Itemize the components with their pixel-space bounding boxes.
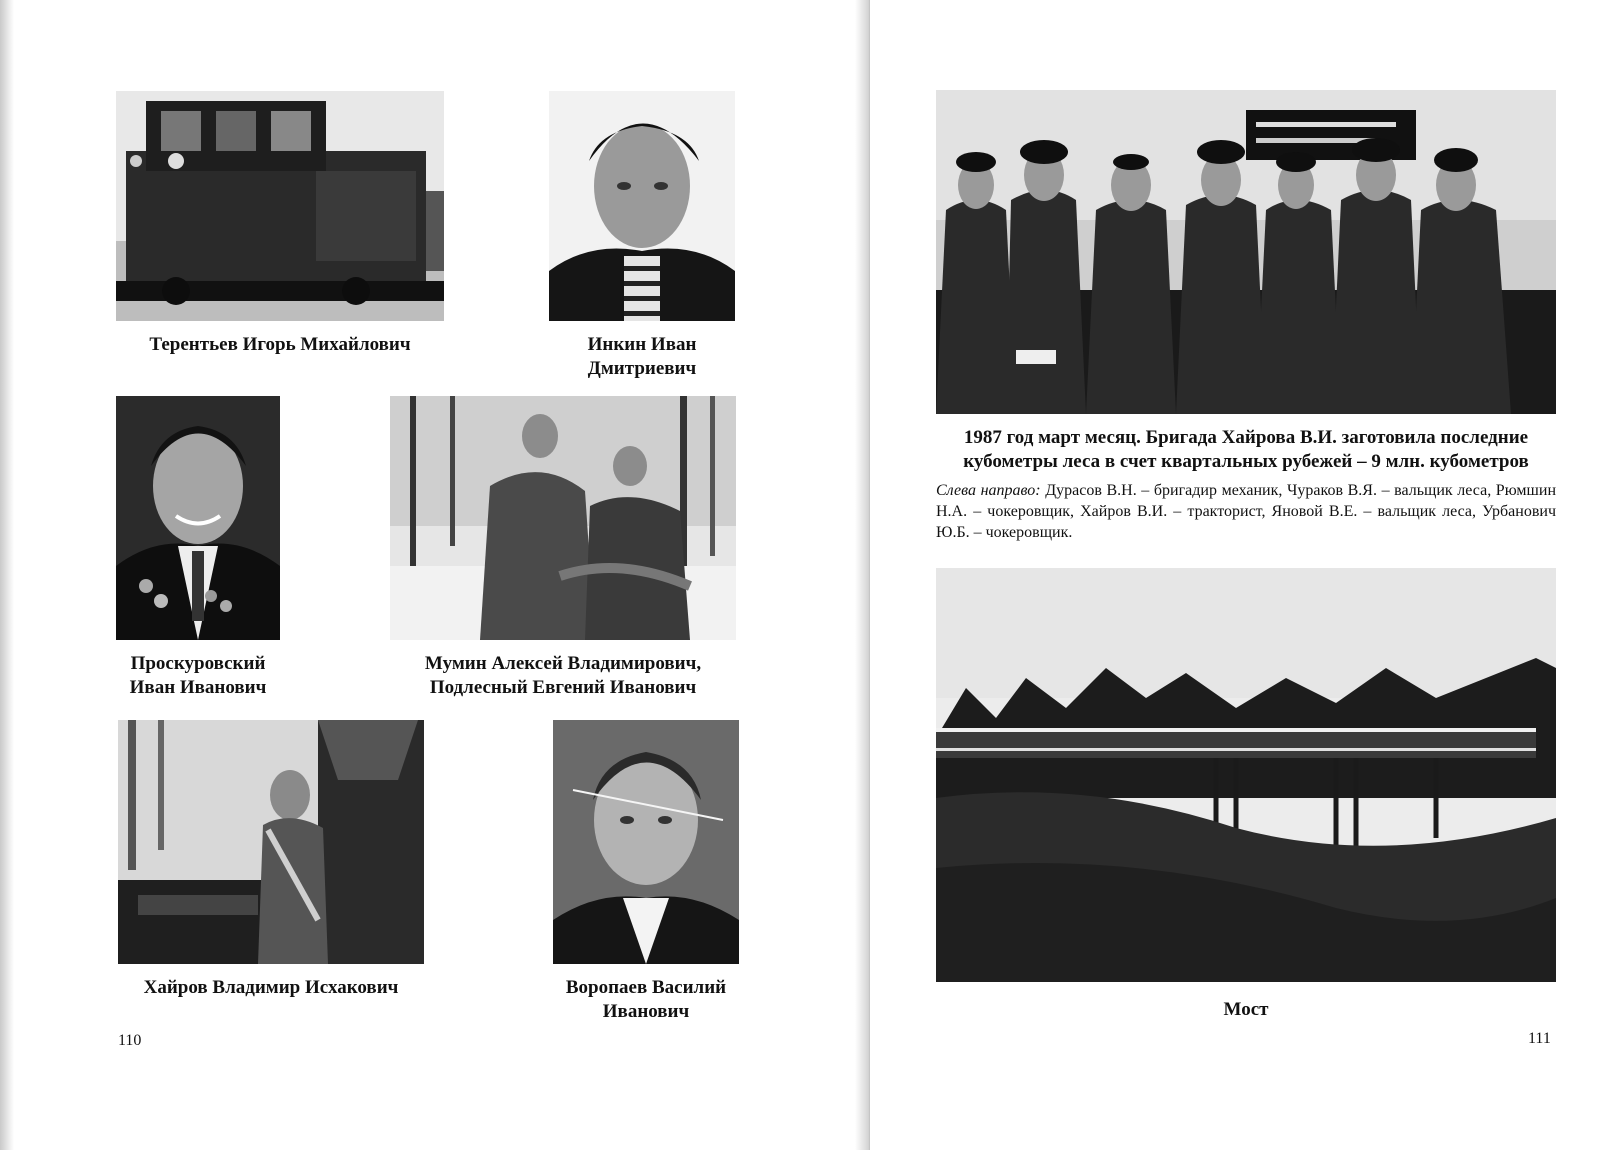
caption-line: Воропаев Василий: [565, 977, 727, 998]
brigade-title-line: кубометры леса в счет квартальных рубежей – 9 млн. кубометров: [963, 451, 1529, 472]
caption-line: Мумин Алексей Владимирович,: [424, 653, 702, 674]
caption-proskurovsky: [100, 652, 296, 700]
caption-line: Проскуровский: [130, 653, 266, 674]
page-number-right: 111: [1528, 1030, 1551, 1047]
caption-text: Мост: [1223, 999, 1269, 1020]
brigade-title-line: 1987 год март месяц. Бригада Хайрова В.И. заготовила последние: [963, 427, 1529, 448]
caption-line: Инкин Иван: [587, 334, 697, 355]
caption-text: Хайров Владимир Исхакович: [143, 977, 399, 998]
portrait-photo-voropaev: [553, 720, 739, 964]
locomotive-photo: [116, 91, 444, 321]
brigade-lead: Слева направо:: [936, 482, 1041, 499]
brigade-members-text: [936, 480, 1556, 543]
brigade-photo: [936, 90, 1556, 414]
page-number-left: 110: [118, 1032, 142, 1049]
portrait-photo-inkin: [549, 91, 735, 321]
caption-khairov: [118, 976, 424, 1000]
portrait-photo-proskurovsky: [116, 396, 280, 640]
caption-line: Подлесный Евгений Иванович: [429, 677, 697, 698]
caption-text: Терентьев Игорь Михайлович: [149, 334, 411, 355]
caption-bridge: [936, 998, 1556, 1022]
brigade-members: Дурасов В.Н. – бригадир механик, Чураков В.Я. – вальщик леса, Рюмшин Н.А. – чокеровщик, Хайров В.И. – тракторист, Яновой В.Е. – вальщик леса, Урбанович Ю.Б. – чокеровщик.: [936, 482, 1557, 541]
forest-workers-photo: [390, 396, 736, 640]
caption-line: Дмитриевич: [587, 358, 697, 379]
right-page: [870, 0, 1618, 1150]
caption-voropaev: [553, 976, 739, 1024]
caption-line: Иван Иванович: [129, 677, 267, 698]
caption-line: Иванович: [602, 1001, 690, 1022]
worker-machine-photo: [118, 720, 424, 964]
caption-mumin-podlesny: [390, 652, 736, 700]
caption-terentyev: [116, 333, 444, 357]
brigade-description: [936, 426, 1556, 543]
caption-inkin: [549, 333, 735, 381]
bridge-photo: [936, 568, 1556, 982]
brigade-title: [936, 426, 1556, 474]
page-edge: [0, 0, 14, 1150]
